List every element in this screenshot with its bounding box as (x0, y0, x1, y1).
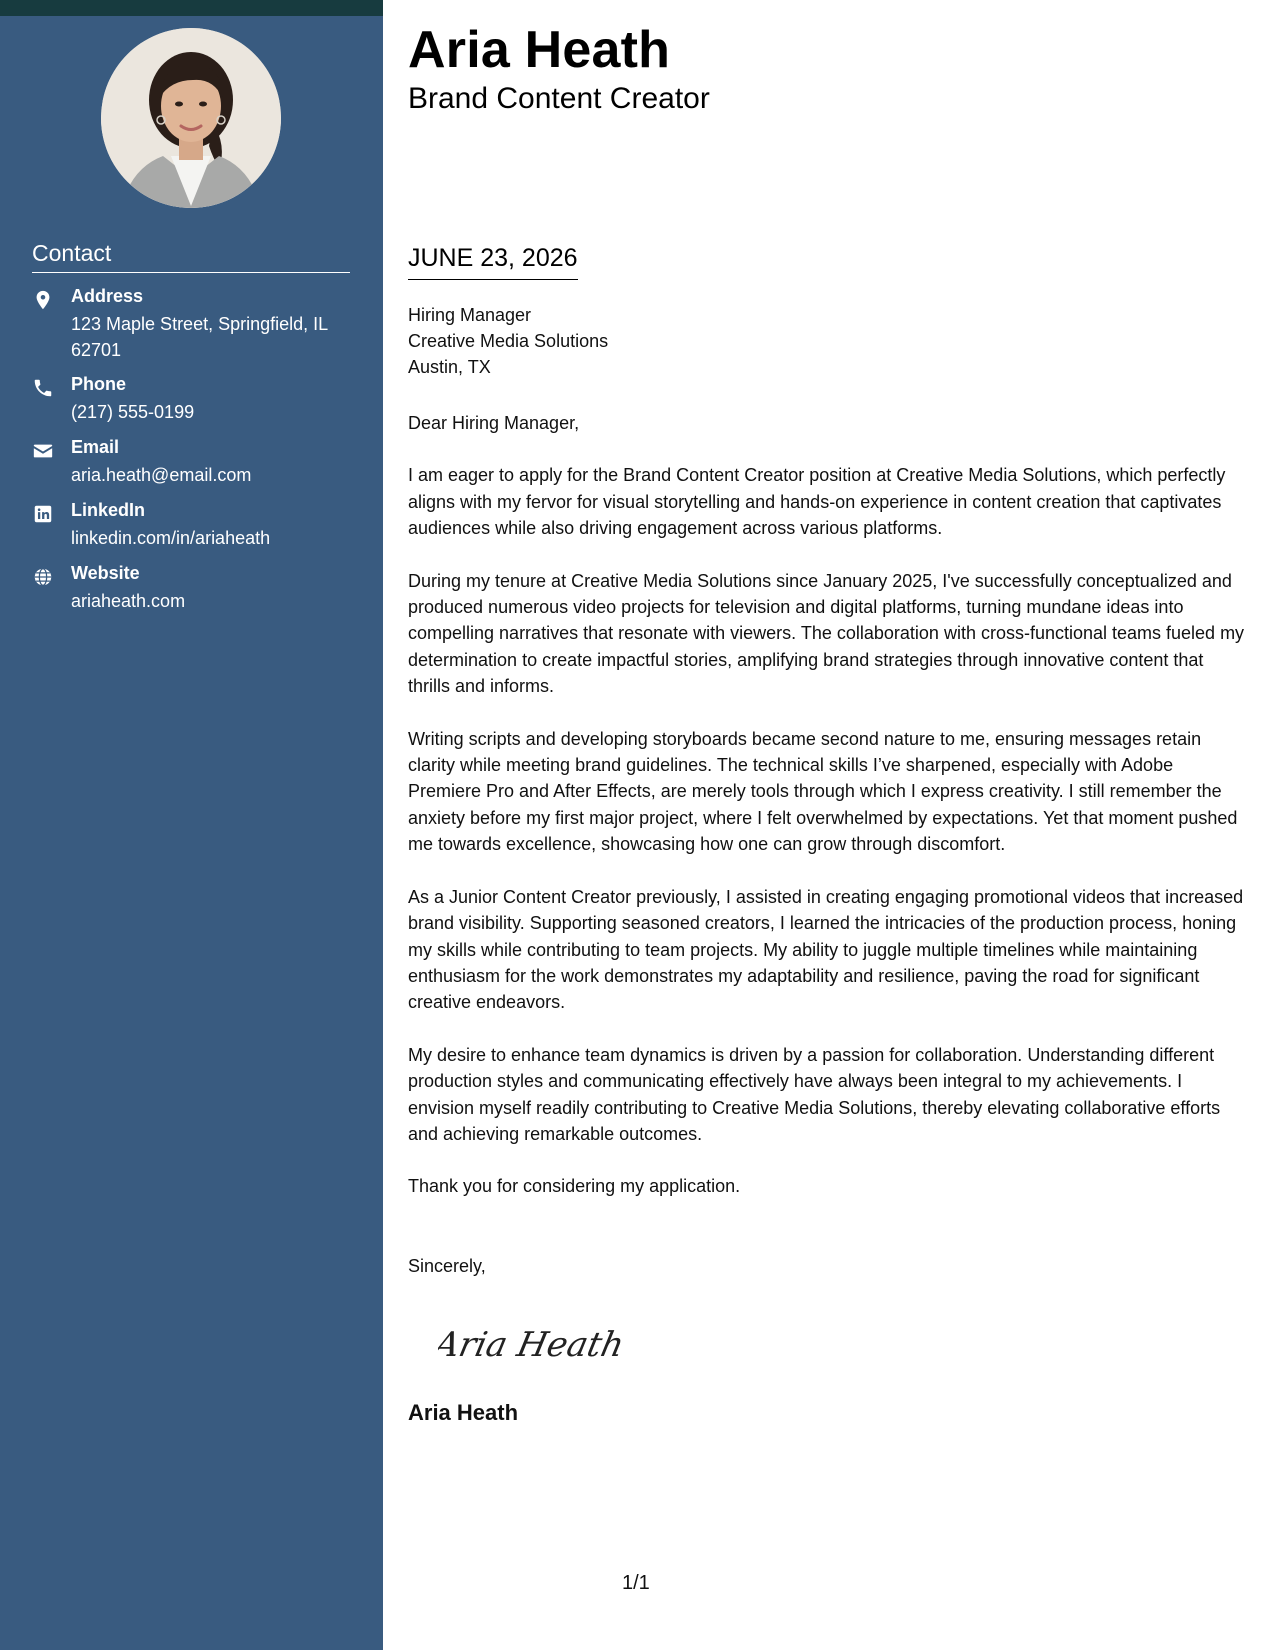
paragraph: I am eager to apply for the Brand Content Creator position at Creative Media Solutions, which perfectly aligns with my fervor for visual storytelling and hands-on experience in content creation that captivates audiences while also driving engagement across various platforms. (408, 465, 1226, 539)
letter-body (408, 410, 1248, 1226)
linkedin-label: LinkedIn (71, 500, 146, 520)
paragraph: During my tenure at Creative Media Solutions since January 2025, I've successfully conceptualized and produced numerous video projects for television and digital platforms, turning mundane ideas into compelling narratives that resonate with viewers. The collaboration with cross-functional teams fueled my determination to create impactful stories, amplifying brand strategies through innovative content that thrills and informs. (408, 570, 1245, 697)
recipient-line: Creative Media Solutions (408, 331, 609, 351)
recipient-line: Hiring Manager (408, 305, 532, 325)
map-pin-icon (32, 289, 54, 311)
contact-linkedin (32, 500, 352, 550)
phone-icon (32, 377, 54, 399)
profile-photo (101, 28, 281, 208)
website-value: ariaheath.com (71, 591, 186, 611)
recipient-line: Austin, TX (408, 357, 491, 377)
email-value: aria.heath@email.com (71, 465, 252, 485)
closing: Sincerely, (408, 1256, 486, 1276)
sidebar (0, 0, 383, 1650)
contact-phone (32, 374, 352, 424)
email-label: Email (71, 437, 120, 457)
linkedin-icon (32, 503, 54, 525)
address-label: Address (71, 286, 144, 306)
paragraph: Writing scripts and developing storyboards became second nature to me, ensuring messages retain clarity while meeting brand guidelines. The technical skills I’ve sharpened, especially with Adobe Premiere Pro and After Effects, are merely tools through which I express creativity. I still remember the anxiety before my first major project, where I felt overwhelmed by expectations. Yet that moment pushed me towards excellence, showcasing how one can grow through discomfort. (408, 728, 1238, 855)
contact-website (32, 563, 352, 613)
paragraph: As a Junior Content Creator previously, I assisted in creating engaging promotional videos that increased brand visibility. Supporting seasoned creators, I learned the intricacies of the production process, honing my skills while contributing to team projects. My ability to juggle multiple timelines while maintaining enthusiasm for the work demonstrates my adaptability and resilience, paving the road for significant creative endeavors. (408, 886, 1244, 1013)
applicant-role: Brand Content Creator (408, 82, 710, 115)
sidebar-top-bar (0, 0, 383, 16)
website-label: Website (71, 563, 140, 583)
address-value: 123 Maple Street, Springfield, IL 62701 (71, 314, 328, 360)
paragraph: My desire to enhance team dynamics is driven by a passion for collaboration. Understanding different production styles and communicating effectively have always been integral to my achievements. I envision myself readily contributing to Creative Media Solutions, thereby elevating collaborative efforts and achieving remarkable outcomes. (408, 1044, 1221, 1144)
contact-email (32, 437, 352, 487)
contact-address (32, 286, 352, 360)
recipient-block (408, 302, 608, 380)
envelope-icon (32, 440, 54, 462)
contact-heading: Contact (32, 240, 350, 273)
salutation: Dear Hiring Manager, (408, 413, 580, 433)
globe-icon (32, 566, 54, 588)
phone-value: (217) 555-0199 (71, 402, 195, 422)
phone-label: Phone (71, 374, 127, 394)
signature (438, 1312, 638, 1372)
paragraph: Thank you for considering my application. (408, 1176, 741, 1197)
svg-text:Aria Heath: Aria Heath (438, 1325, 628, 1365)
signer-name: Aria Heath (408, 1400, 519, 1425)
applicant-name: Aria Heath (408, 21, 671, 79)
linkedin-value: linkedin.com/in/ariaheath (71, 528, 271, 548)
letter-date: JUNE 23, 2026 (408, 244, 578, 280)
page-number: 1/1 (622, 1572, 650, 1594)
